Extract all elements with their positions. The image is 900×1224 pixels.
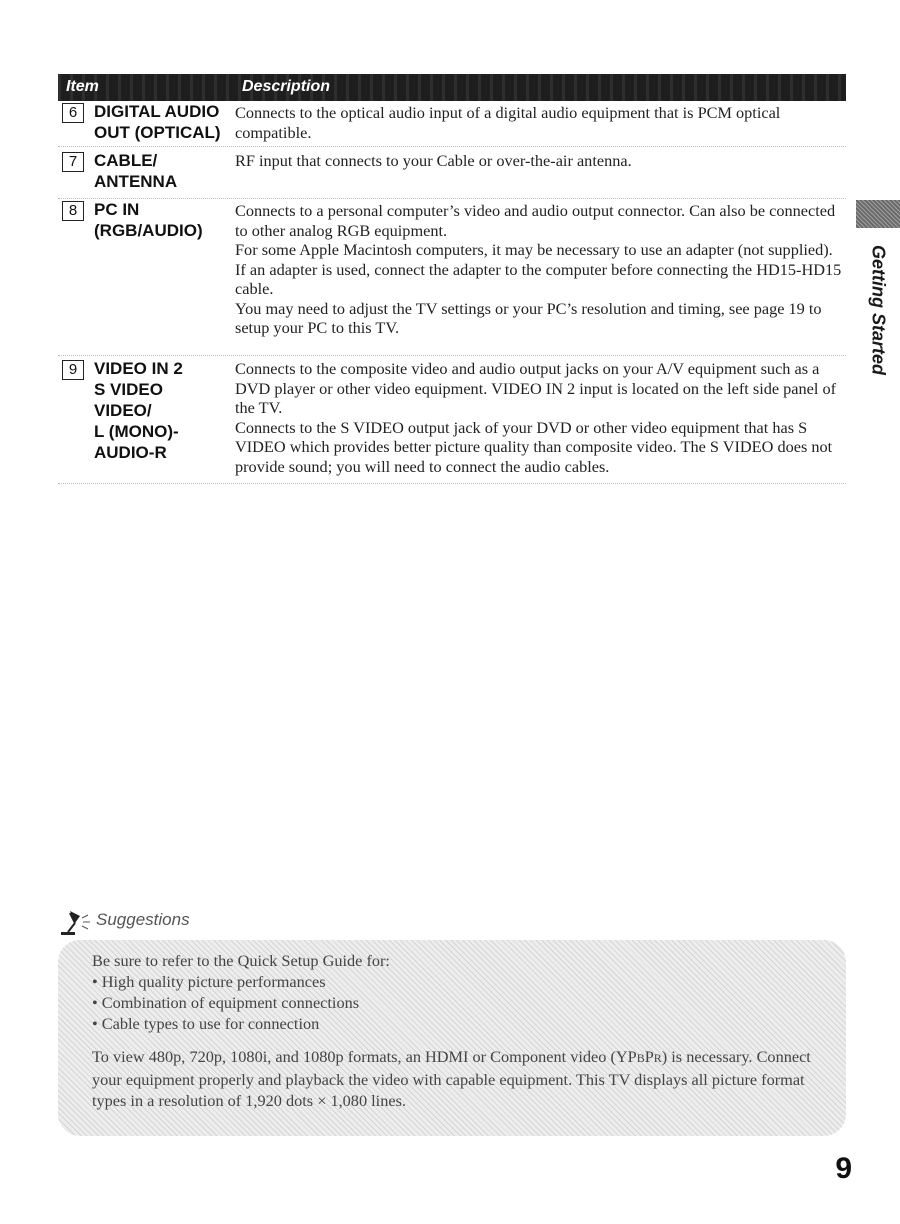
item-name: CABLE/ ANTENNA xyxy=(94,151,178,191)
item-description: Connects to the optical audio input of a digital audio equipment that is PCM optical compatible. xyxy=(235,103,781,142)
table-row xyxy=(58,355,846,484)
suggestions-box xyxy=(58,940,846,1136)
header-item: Item xyxy=(66,78,99,95)
item-number: 8 xyxy=(62,201,84,221)
list-item: • High quality picture performances xyxy=(92,972,326,991)
table-row xyxy=(58,101,846,147)
list-item: • Cable types to use for connection xyxy=(92,1014,320,1033)
table-row xyxy=(58,146,846,199)
item-name: VIDEO IN 2 S VIDEO VIDEO/ L (MONO)- AUDIO-R xyxy=(94,359,183,462)
item-name: PC IN (RGB/AUDIO) xyxy=(94,200,203,240)
lamp-icon xyxy=(58,910,92,936)
item-description: Connects to the composite video and audio output jacks on your A/V equipment such as a DVD player or other video equipment. VIDEO IN 2 input is located on the left side panel of the TV. Connects to the S VIDEO output jack of your DVD or other video equipment that has S VIDEO which provides better picture quality than composite video. The S VIDEO does not provide sound; you will need to connect the audio cables. xyxy=(235,359,837,476)
suggestions-note: To view 480p, 720p, 1080i, and 1080p formats, an HDMI or Component video (YPBPR) is necessary. Connect your equipment properly and playback the video with capable equipment. This TV displays all picture format types in a resolution of 1,920 dots × 1,080 lines. xyxy=(92,1047,811,1110)
section-tab-label: Getting Started xyxy=(868,244,889,376)
table-row xyxy=(58,198,846,356)
list-item: • Combination of equipment connections xyxy=(92,993,360,1012)
suggestions-body xyxy=(92,950,832,1111)
suggestions-intro: Be sure to refer to the Quick Setup Guide for: xyxy=(92,951,390,970)
page-number: 9 xyxy=(835,1152,852,1185)
item-description: RF input that connects to your Cable or over-the-air antenna. xyxy=(235,151,632,170)
section-tab-marker xyxy=(856,200,900,228)
table-header xyxy=(58,74,846,101)
item-number: 7 xyxy=(62,152,84,172)
item-name: DIGITAL AUDIO OUT (OPTICAL) xyxy=(94,102,221,142)
suggestions-title: Suggestions xyxy=(96,910,190,929)
item-description: Connects to a personal computer’s video and audio output connector. Can also be connected to other analog RGB equipment. For some Apple Macintosh computers, it may be necessary to use an adapter (not supplied). If an adapter is used, connect the adapter to the computer before connecting the HD15-HD15 cable. You may need to adjust the TV settings or your PC’s resolution and timing, see page 19 to setup your PC to this TV. xyxy=(235,201,842,337)
header-description: Description xyxy=(242,78,331,95)
item-number: 9 xyxy=(62,360,84,380)
item-number: 6 xyxy=(62,103,84,123)
